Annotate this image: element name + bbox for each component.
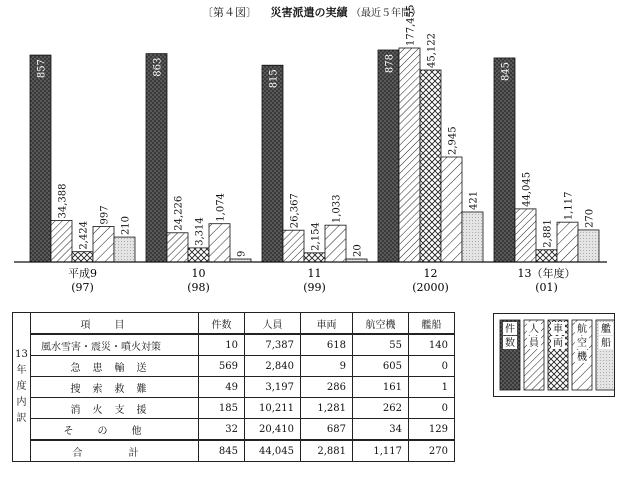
header-aircraft: 航空機: [353, 313, 409, 335]
value-label: 26,367: [289, 193, 301, 229]
table-row: 消火支援 185 10,211 1,281 262 0: [13, 398, 455, 419]
header-cases: 件数: [199, 313, 245, 335]
x-tick-sublabel: (97): [71, 281, 94, 294]
table-total-row: 合 計 845 44,045 2,881 1,117 270: [13, 440, 455, 462]
legend-label: 艦: [601, 324, 611, 335]
x-tick-label: 12: [423, 267, 438, 280]
x-tick-label: 10: [191, 267, 206, 280]
bar-車両-12: [420, 70, 441, 262]
legend-label: 数: [505, 338, 515, 349]
bar-航空機-11: [325, 225, 346, 262]
value-label: 863: [152, 57, 164, 77]
value-label: 878: [384, 54, 396, 74]
header-item: 項目: [31, 313, 199, 335]
bar-艦船-12: [462, 212, 483, 262]
legend-label: 車: [553, 324, 563, 335]
bar-人員-13: [515, 209, 536, 262]
bar-件数-平成9: [30, 55, 51, 262]
legend-label: 空: [577, 338, 587, 349]
bar-車両-10: [188, 248, 209, 262]
figure-number: 〔第４図〕: [202, 6, 257, 19]
table-row: 風水雪害・震災・噴火対策 10 7,387 618 55 140: [13, 334, 455, 356]
bar-車両-13: [536, 250, 557, 262]
value-label: 45,122: [426, 33, 438, 68]
bar-航空機-13: [557, 222, 578, 262]
legend-label: 機: [577, 352, 587, 363]
value-label: 1,033: [331, 194, 343, 224]
bar-艦船-13: [578, 230, 599, 262]
value-label: 997: [99, 205, 111, 225]
x-tick-sublabel: (99): [303, 281, 326, 294]
bar-航空機-10: [209, 224, 230, 262]
value-label: 20: [352, 244, 364, 257]
value-label: 34,388: [57, 183, 69, 219]
value-label: 2,424: [78, 221, 90, 250]
legend-label: 両: [553, 338, 563, 349]
bar-艦船-平成9: [114, 237, 135, 262]
value-label: 3,314: [194, 217, 206, 246]
chart-subtitle: （最近５年間）: [351, 8, 421, 19]
bar-件数-11: [262, 65, 283, 262]
value-label: 24,226: [173, 195, 185, 231]
chart-legend: [493, 313, 615, 397]
value-label: 2,154: [310, 222, 322, 251]
side-label: 13 年 度 内 訳: [13, 313, 31, 462]
header-personnel: 人員: [245, 313, 301, 335]
bar-人員-10: [167, 233, 188, 262]
bar-航空機-12: [441, 157, 462, 262]
header-vehicles: 車両: [301, 313, 353, 335]
x-tick-label: 11: [307, 267, 322, 280]
bar-人員-平成9: [51, 221, 72, 262]
x-tick-sublabel: (01): [535, 281, 558, 294]
legend-label: 船: [601, 338, 611, 349]
legend-label: 件: [505, 324, 515, 335]
value-label: 177,455: [405, 4, 417, 46]
value-label: 1,074: [215, 193, 227, 222]
value-label: 210: [120, 215, 132, 236]
value-label: 1,117: [563, 191, 575, 221]
bar-件数-13: [494, 58, 515, 262]
value-label: 44,045: [521, 171, 533, 207]
bar-人員-11: [283, 230, 304, 262]
bar-件数-12: [378, 50, 399, 262]
legend-label: 員: [529, 338, 539, 349]
table-row: 急患輸送 569 2,840 9 605 0: [13, 356, 455, 377]
bar-車両-11: [304, 253, 325, 262]
value-label: 9: [236, 250, 248, 257]
x-tick-sublabel: (2000): [412, 281, 449, 294]
x-tick-sublabel: (98): [187, 281, 210, 294]
bar-人員-12: [399, 48, 420, 262]
table-header-row: [13, 313, 455, 335]
legend-label: 航: [577, 324, 587, 335]
value-label: 2,945: [447, 126, 459, 155]
x-tick-label: 13（年度）: [517, 267, 576, 280]
value-label: 845: [500, 61, 512, 82]
value-label: 815: [268, 69, 280, 89]
bar-車両-平成9: [72, 252, 93, 262]
bar-件数-10: [146, 54, 167, 262]
value-label: 2,881: [542, 219, 554, 248]
table-row: その他 32 20,410 687 34 129: [13, 419, 455, 441]
chart-main-title: 災害派遣の実績: [270, 6, 348, 19]
legend-label: 人: [529, 324, 539, 335]
value-label: 857: [36, 59, 48, 79]
value-label: 421: [468, 190, 480, 210]
breakdown-table: [12, 312, 455, 462]
bar-航空機-平成9: [93, 226, 114, 262]
table-row: 捜索救難 49 3,197 286 161 1: [13, 377, 455, 398]
x-tick-label: 平成9: [68, 267, 97, 280]
header-ships: 艦船: [409, 313, 455, 335]
value-label: 270: [584, 208, 596, 228]
